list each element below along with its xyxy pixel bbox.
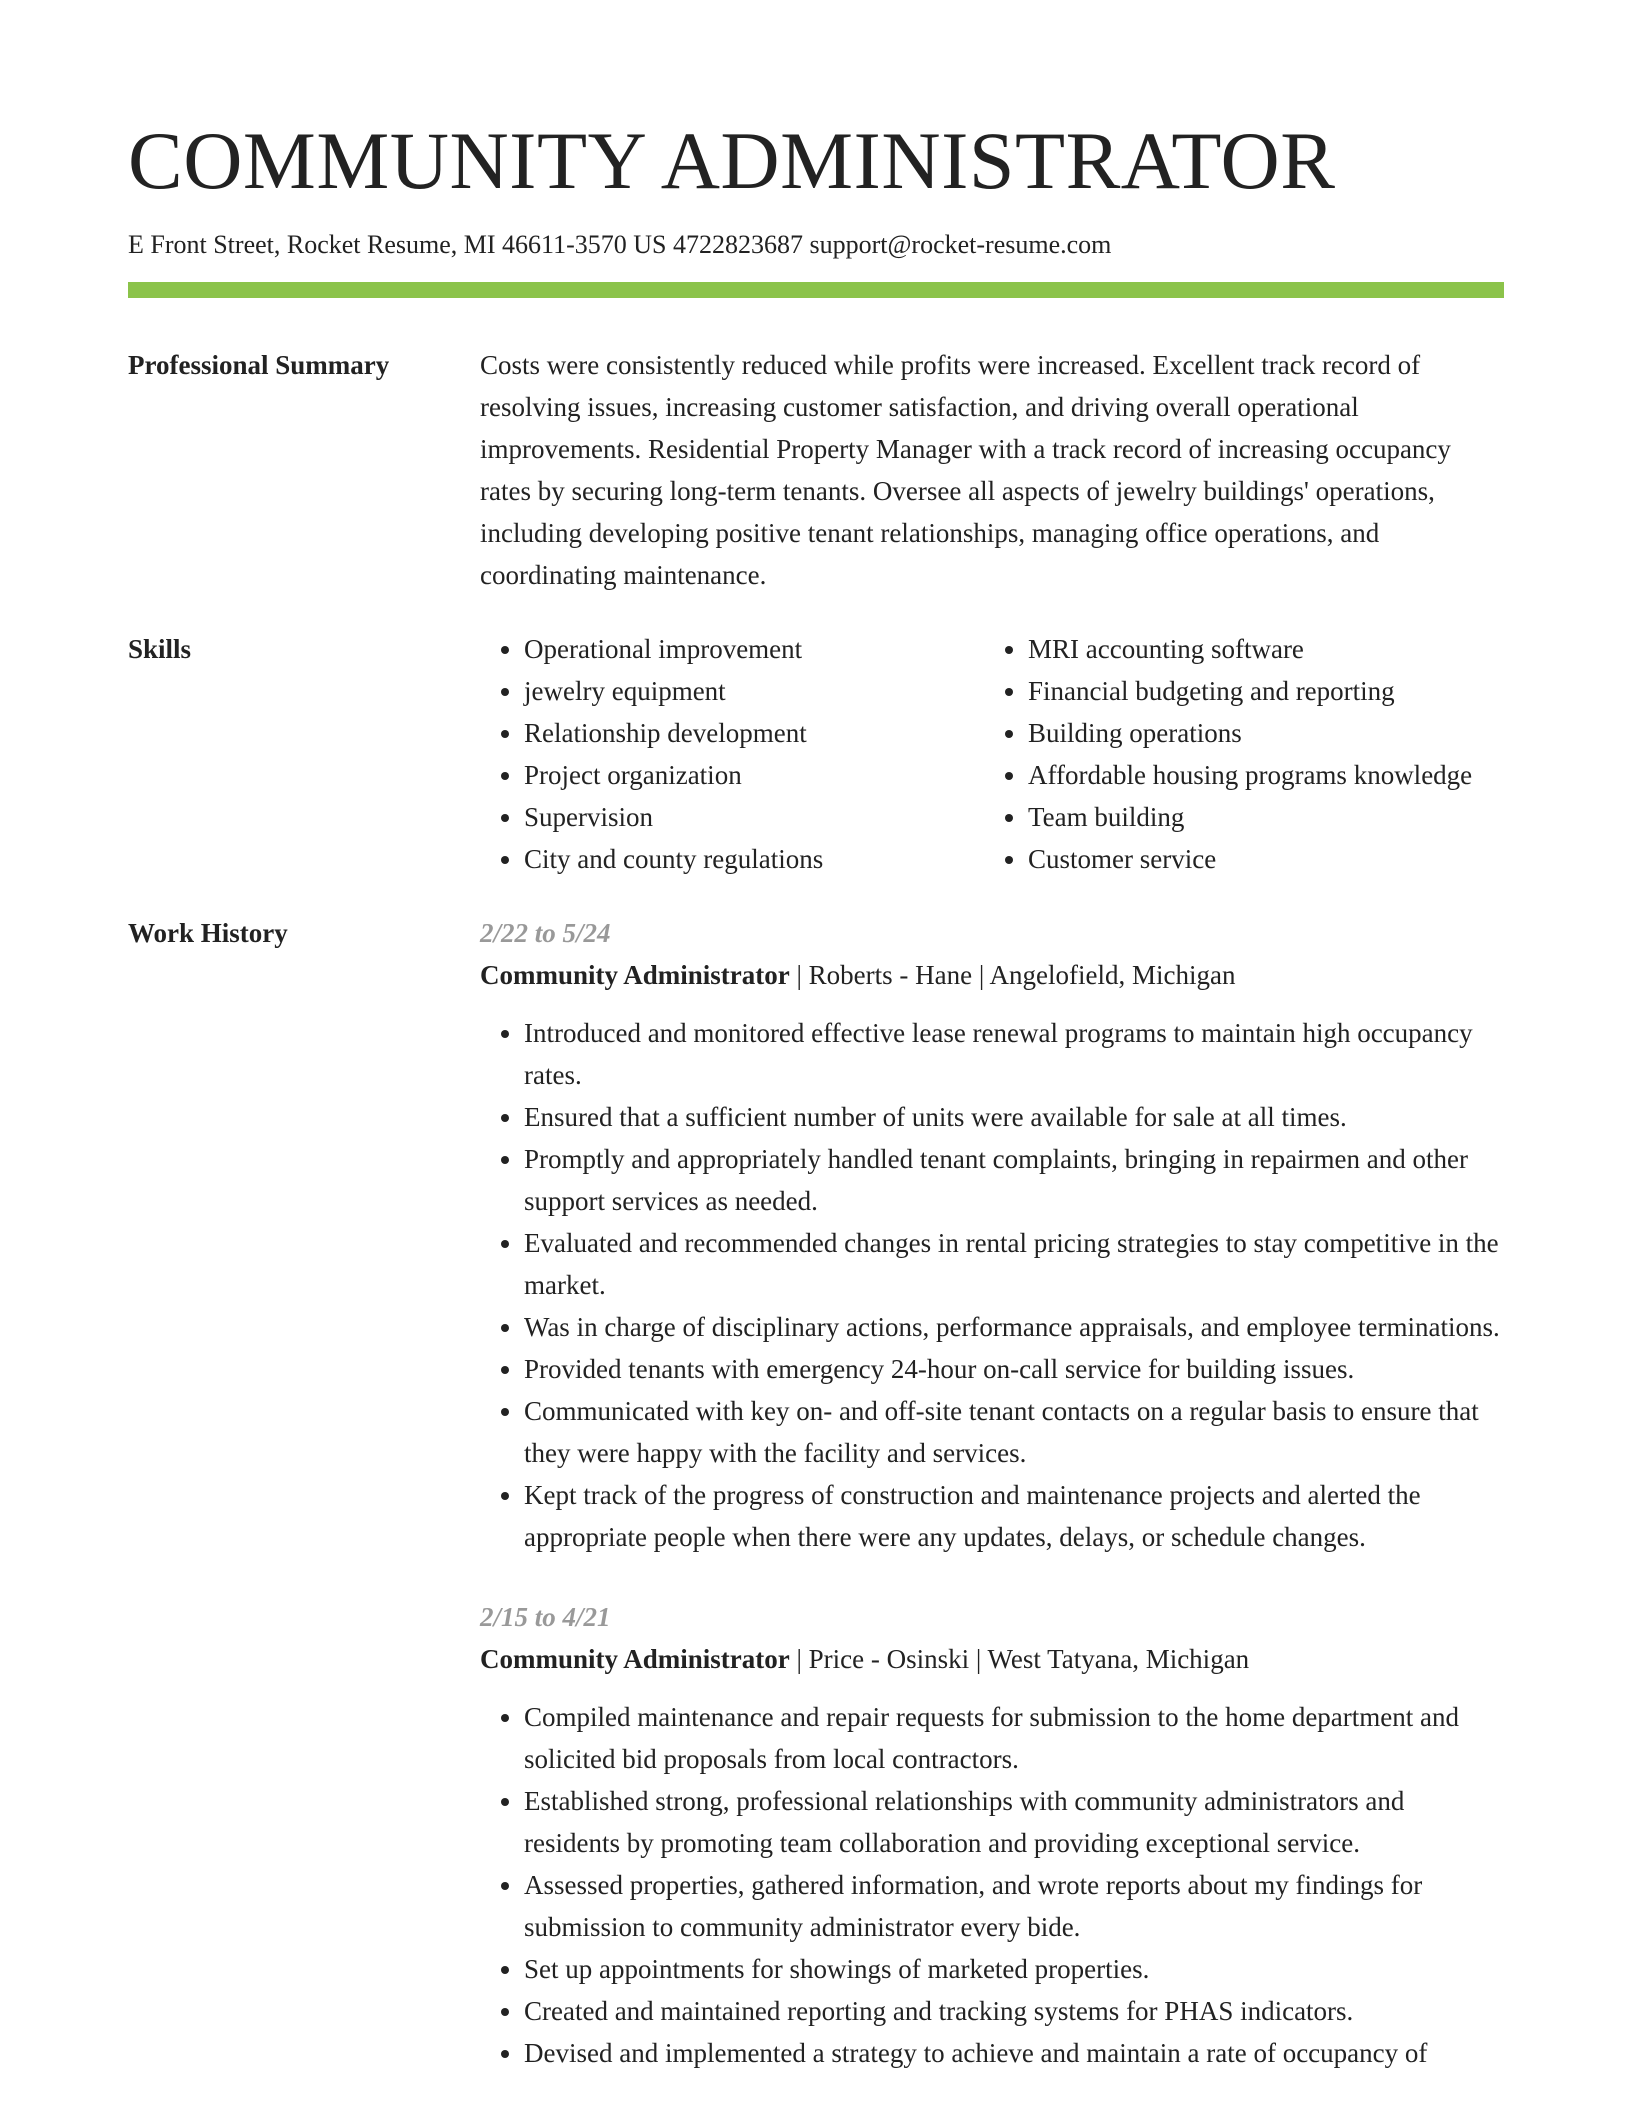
skill-item: • Team building [1028,796,1504,838]
job-bullet: • Kept track of the progress of construction and maintenance projects and alerted the appropriate people when there were any updates, delays, or schedule changes. [524,1474,1504,1558]
job-bullet: • Created and maintained reporting and tracking systems for PHAS indicators. [524,1990,1504,2032]
skill-item: • City and county regulations [524,838,984,880]
job-bullet: • Compiled maintenance and repair requests for submission to the home department and solicited bid proposals from local contractors. [524,1696,1504,1780]
skill-item: • Relationship development [524,712,984,754]
job-bullets [480,1696,1504,2074]
skills-list-right [984,628,1504,880]
work-history-section [128,912,1504,2112]
job-bullets [480,1012,1504,1558]
job-employer-location: | Roberts - Hane | Angelofield, Michigan [789,959,1236,990]
skill-item: • Financial budgeting and reporting [1028,670,1504,712]
job-title: Community Administrator [480,1643,790,1674]
summary-text: Costs were consistently reduced while profits were increased. Excellent track record of resolving issues, increasing customer satisfaction, and driving overall operational improvements. Residential Property Manager with a track record of increasing occupancy rates by securing long-term tenants. Oversee all aspects of jewelry buildings' operations, including developing positive tenant relationships, managing office operations, and coordinating maintenance. [480,349,1451,590]
skills-section [128,628,1504,880]
job-dates: 2/22 to 5/24 [480,917,611,948]
skill-item: • Affordable housing programs knowledge [1028,754,1504,796]
job-bullet: • Provided tenants with emergency 24-hour on-call service for building issues. [524,1348,1504,1390]
candidate-name: COMMUNITY ADMINISTRATOR [128,115,1336,206]
skills-heading: Skills [128,633,192,664]
work-history-heading: Work History [128,917,288,948]
job-bullet: • Evaluated and recommended changes in rental pricing strategies to stay competitive in the market. [524,1222,1504,1306]
job-bullet: • Set up appointments for showings of marketed properties. [524,1948,1504,1990]
job-entry [480,912,1504,1558]
job-bullet: • Introduced and monitored effective lease renewal programs to maintain high occupancy rates. [524,1012,1504,1096]
job-title-line [480,1638,1504,1680]
skill-item: • Customer service [1028,838,1504,880]
skill-item: • Operational improvement [524,628,984,670]
job-bullet: • Devised and implemented a strategy to achieve and maintain a rate of occupancy of [524,2032,1504,2074]
job-title: Community Administrator [480,959,790,990]
skills-body [480,628,1504,880]
summary-heading: Professional Summary [128,349,390,380]
accent-divider [128,282,1504,298]
job-dates: 2/15 to 4/21 [480,1601,611,1632]
job-bullet: • Assessed properties, gathered information, and wrote reports about my findings for submission to community administrator every bide. [524,1864,1504,1948]
work-history-body [480,912,1504,2112]
skills-list-left [480,628,984,880]
contact-line: E Front Street, Rocket Resume, MI 46611-3570 US 4722823687 support@rocket-resume.com [128,230,1112,260]
job-bullet: • Was in charge of disciplinary actions, performance appraisals, and employee terminations. [524,1306,1504,1348]
skill-item: • Building operations [1028,712,1504,754]
skill-item: • Project organization [524,754,984,796]
summary-section [128,344,1504,596]
job-bullet: • Promptly and appropriately handled tenant complaints, bringing in repairmen and other support services as needed. [524,1138,1504,1222]
job-employer-location: | Price - Osinski | West Tatyana, Michigan [789,1643,1250,1674]
skill-item: • Supervision [524,796,984,838]
job-bullet: • Established strong, professional relationships with community administrators and residents by promoting team collaboration and providing exceptional service. [524,1780,1504,1864]
job-title-line [480,954,1504,996]
summary-body [480,344,1504,596]
skill-item: • jewelry equipment [524,670,984,712]
job-bullet: • Ensured that a sufficient number of units were available for sale at all times. [524,1096,1504,1138]
skill-item: • MRI accounting software [1028,628,1504,670]
job-bullet: • Communicated with key on- and off-site tenant contacts on a regular basis to ensure that they were happy with the facility and services. [524,1390,1504,1474]
job-entry [480,1596,1504,2074]
